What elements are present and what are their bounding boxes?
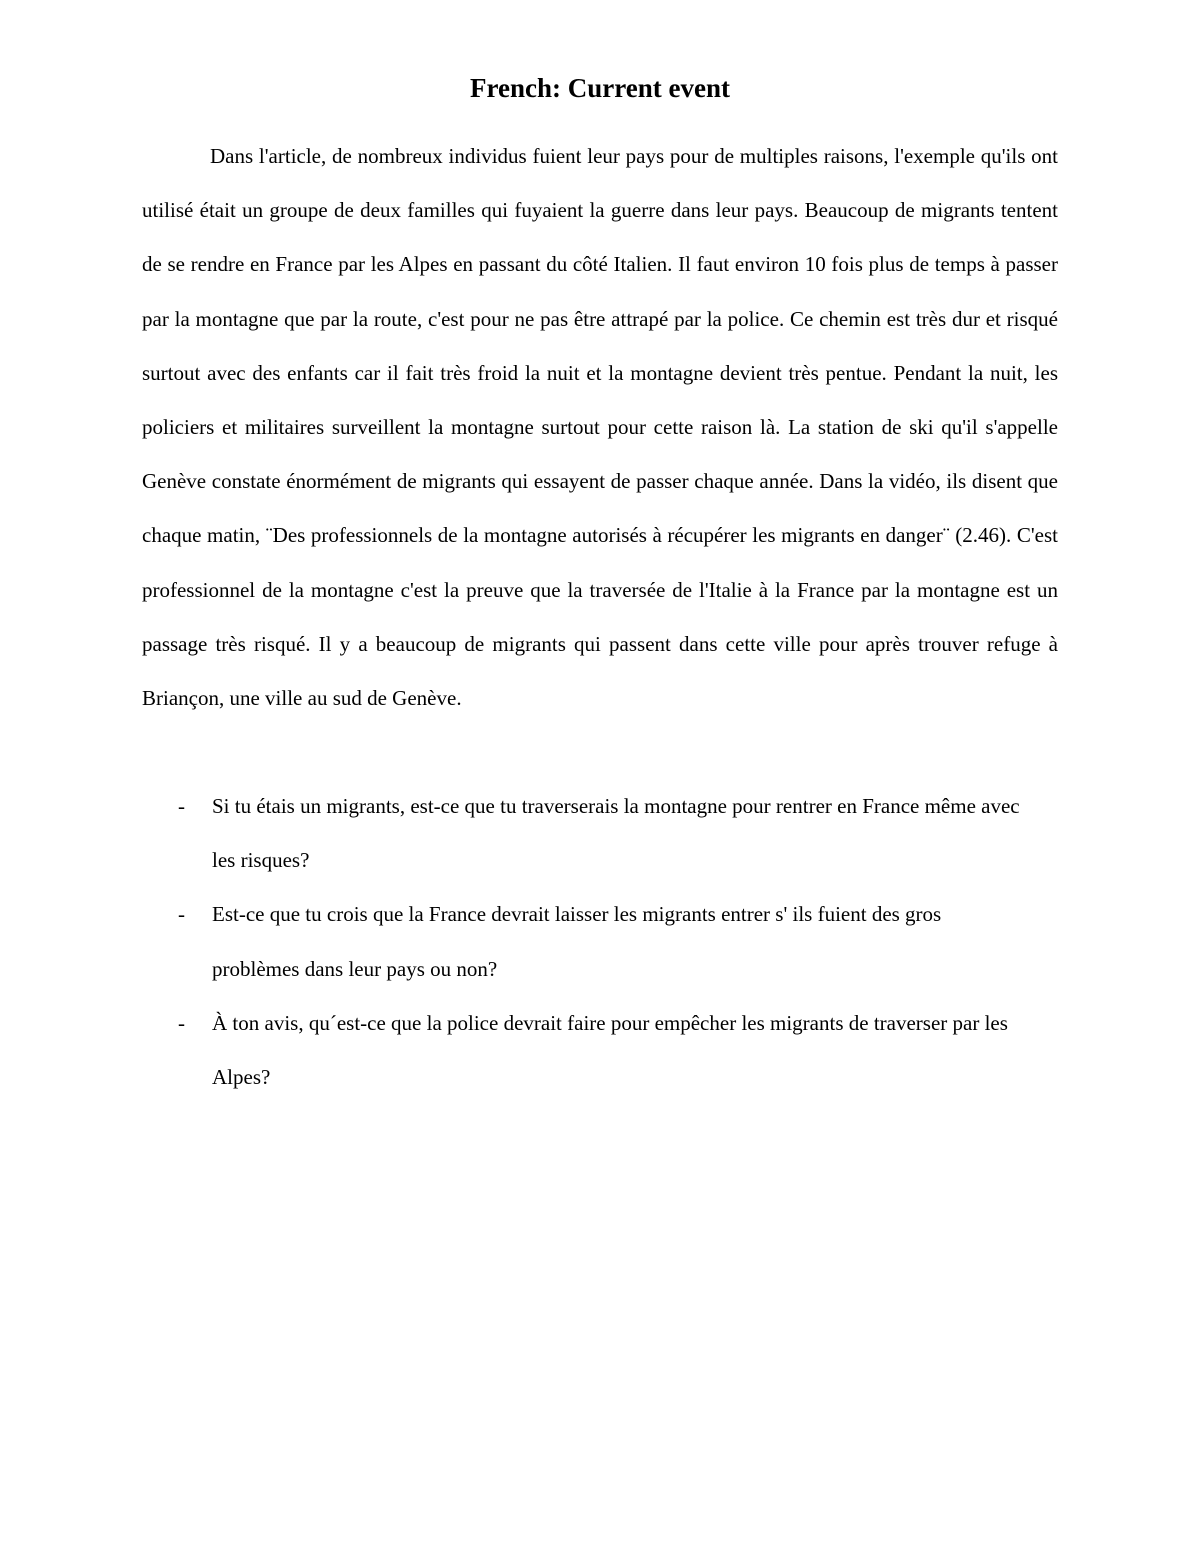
- bullet-dash: -: [178, 794, 185, 818]
- list-item: [142, 887, 1058, 995]
- question-text: Si tu étais un migrants, est-ce que tu traverserais la montagne pour rentrer en France même avec les risques?: [212, 794, 1020, 873]
- question-text: Est-ce que tu crois que la France devrait laisser les migrants entrer s' ils fuient des gros problèmes dans leur pays ou non?: [212, 902, 942, 981]
- question-list: [142, 779, 1058, 1104]
- list-item: [142, 779, 1058, 887]
- list-item: [142, 996, 1058, 1104]
- body-paragraph: Dans l'article, de nombreux individus fuient leur pays pour de multiples raisons, l'exemple qu'ils ont utilisé était un groupe de deux familles qui fuyaient la guerre dans leur pays. Beaucoup de migrants tentent de se rendre en France par les Alpes en passant du côté Italien. Il faut environ 10 fois plus de temps à passer par la montagne que par la route, c'est pour ne pas être attrapé par la police. Ce chemin est très dur et risqué surtout avec des enfants car il fait très froid la nuit et la montagne devient très pentue. Pendant la nuit, les policiers et militaires surveillent la montagne surtout pour cette raison là. La station de ski qu'il s'appelle Genève constate énormément de migrants qui essayent de passer chaque année. Dans la vidéo, ils disent que chaque matin, ¨Des professionnels de la montagne autorisés à récupérer les migrants en danger¨ (2.46). C'est professionnel de la montagne c'est la preuve que la traversée de l'Italie à la France par la montagne est un passage très risqué. Il y a beaucoup de migrants qui passent dans cette ville pour après trouver refuge à Briançon, une ville au sud de Genève.: [142, 144, 1058, 711]
- question-text: À ton avis, qu´est-ce que la police devrait faire pour empêcher les migrants de traverser par les Alpes?: [212, 1010, 1008, 1090]
- bullet-dash: -: [178, 902, 185, 927]
- document-title: French: Current event: [470, 73, 730, 103]
- bullet-dash: -: [178, 1010, 185, 1035]
